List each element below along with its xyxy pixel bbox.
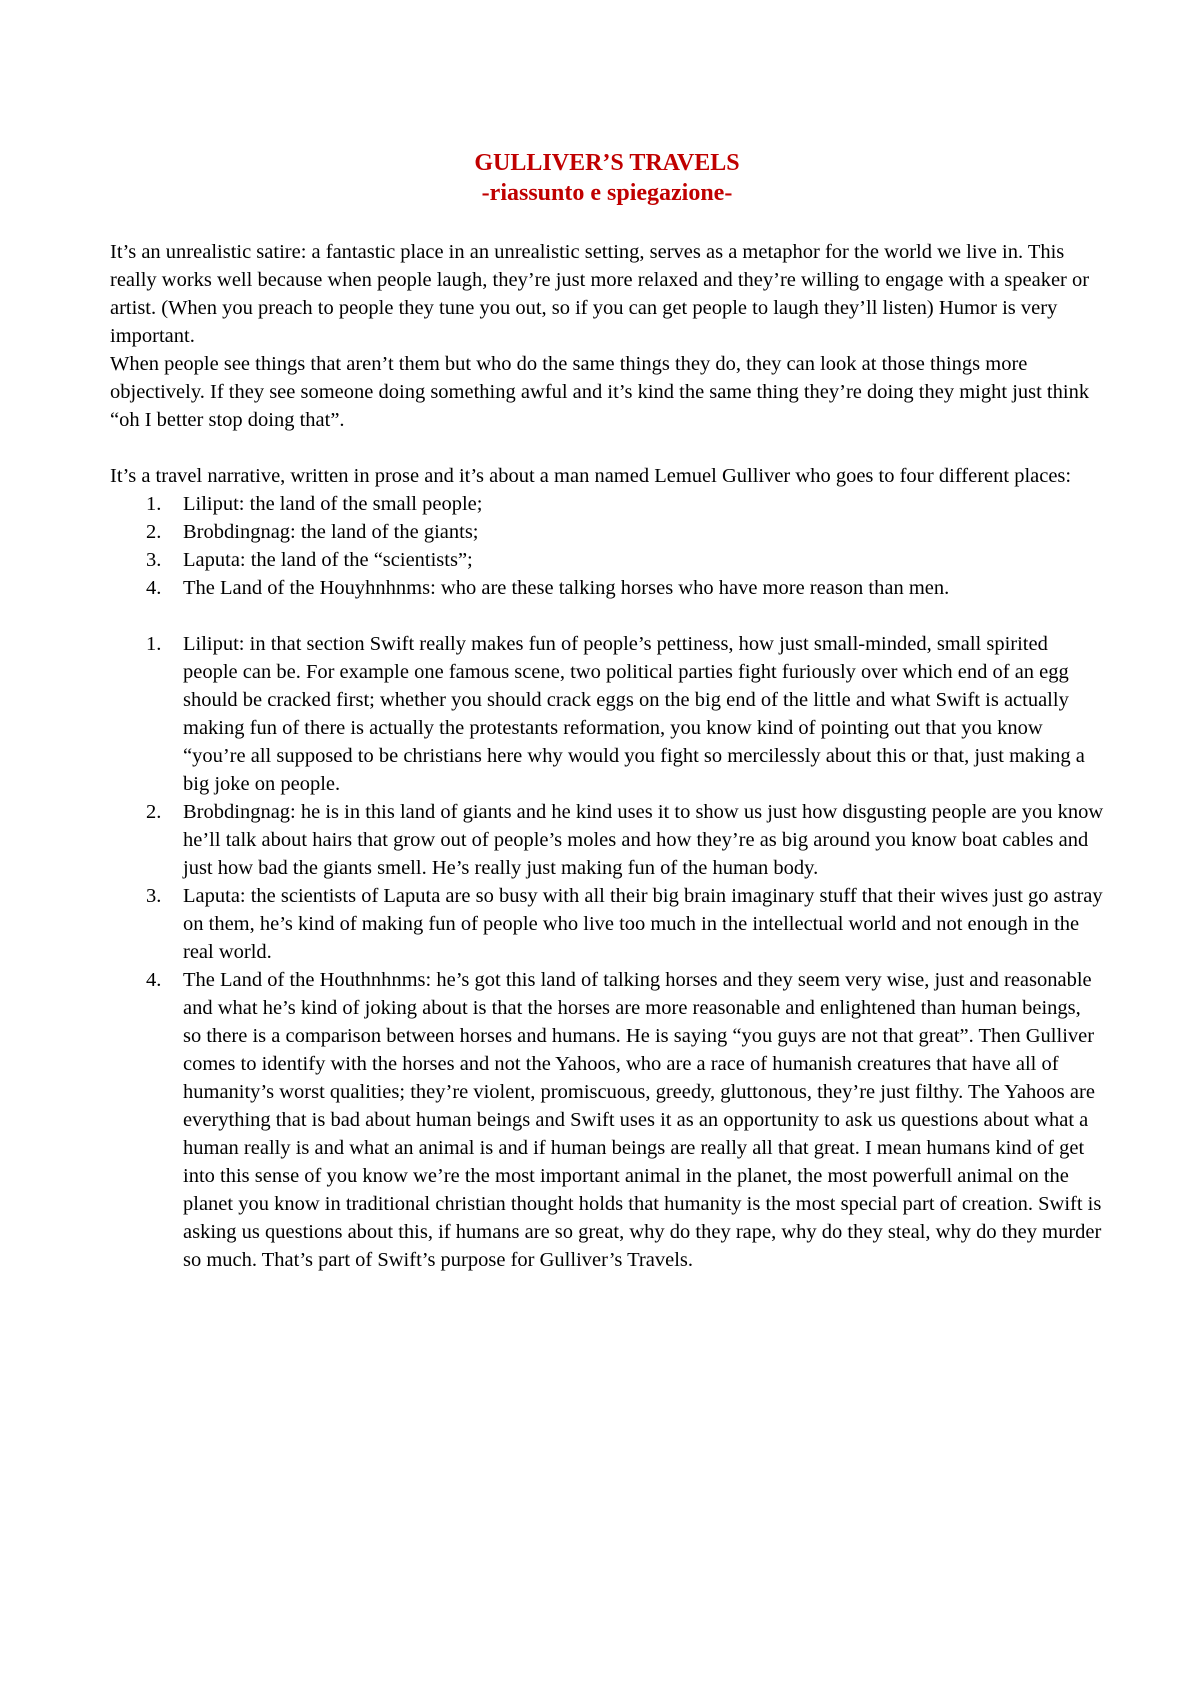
details-list <box>110 630 1104 1274</box>
document-title: GULLIVER’S TRAVELS <box>474 150 740 176</box>
list-number: 4. <box>146 969 162 991</box>
intro-paragraph: It’s an unrealistic satire: a fantastic place in an unrealistic setting, serves as a metaphor for the world we live in. This really works well because when people laugh, they’re just more relaxed and they’re willing to engage with a speaker or artist. (When you preach to people they tune you out, so if you can get people to laugh they’ll listen) Humor is very important. <box>110 241 1090 347</box>
list-item-text: Brobdingnag: the land of the giants; <box>183 521 479 543</box>
places-list <box>110 490 1104 602</box>
paragraph-spacer <box>110 434 1104 462</box>
list-number: 2. <box>146 521 162 543</box>
paragraph-spacer <box>110 602 1104 630</box>
list-item <box>110 630 1104 798</box>
list-number: 4. <box>146 577 162 599</box>
list-number: 1. <box>146 633 162 655</box>
list-item <box>110 798 1104 882</box>
list-item <box>110 490 1104 518</box>
list-number: 1. <box>146 493 162 515</box>
list-item-text: The Land of the Houyhnhnms: who are these talking horses who have more reason than men. <box>183 577 950 599</box>
list-item-text: Brobdingnag: he is in this land of giants and he kind uses it to show us just how disgusting people are you know he’ll talk about hairs that grow out of people’s moles and how they’re as big around you know boat cables and just how bad the giants smell. He’s really just making fun of the human body. <box>183 801 1104 879</box>
list-number: 2. <box>146 801 162 823</box>
list-number: 3. <box>146 549 162 571</box>
list-item-text: Laputa: the land of the “scientists”; <box>183 549 473 571</box>
list-item <box>110 518 1104 546</box>
list-item-text: Liliput: the land of the small people; <box>183 493 483 515</box>
list-item-text: Laputa: the scientists of Laputa are so busy with all their big brain imaginary stuff that their wives just go astray on them, he’s kind of making fun of people who live too much in the intellectual world and not enough in the real world. <box>183 885 1103 963</box>
list-item <box>110 546 1104 574</box>
list-number: 3. <box>146 885 162 907</box>
document-body <box>110 238 1104 1274</box>
title-block <box>110 148 1104 208</box>
intro-paragraph: When people see things that aren’t them but who do the same things they do, they can look at those things more objectively. If they see someone doing something awful and it’s kind the same thing they’re doing they might just think “oh I better stop doing that”. <box>110 353 1090 431</box>
document-subtitle: -riassunto e spiegazione- <box>481 180 733 206</box>
list-item <box>110 966 1104 1274</box>
travel-paragraph: It’s a travel narrative, written in prose and it’s about a man named Lemuel Gulliver who goes to four different places: <box>110 465 1072 487</box>
list-item-text: Liliput: in that section Swift really makes fun of people’s pettiness, how just small-minded, small spirited people can be. For example one famous scene, two political parties fight furiously over which end of an egg should be cracked first; whether you should crack eggs on the big end of the little and what Swift is actually making fun of there is actually the protestants reformation, you know kind of pointing out that you know “you’re all supposed to be christians here why would you fight so mercilessly about this or that, just making a big joke on people. <box>183 633 1085 795</box>
list-item <box>110 882 1104 966</box>
list-item <box>110 574 1104 602</box>
list-item-text: The Land of the Houthnhnms: he’s got this land of talking horses and they seem very wise, just and reasonable and what he’s kind of joking about is that the horses are more reasonable and enlightened than human beings, so there is a comparison between horses and humans. He is saying “you guys are not that great”. Then Gulliver comes to identify with the horses and not the Yahoos, who are a race of humanish creatures that have all of humanity’s worst qualities; they’re violent, promiscuous, greedy, gluttonous, they’re just filthy. The Yahoos are everything that is bad about human beings and Swift uses it as an opportunity to ask us questions about what a human really is and what an animal is and if human beings are really all that great. I mean humans kind of get into this sense of you know we’re the most important animal in the planet, the most powerfull animal on the planet you know in traditional christian thought holds that humanity is the most special part of creation. Swift is asking us questions about this, if humans are so great, why do they rape, why do they steal, why do they murder so much. That’s part of Swift’s purpose for Gulliver’s Travels. <box>183 969 1102 1271</box>
